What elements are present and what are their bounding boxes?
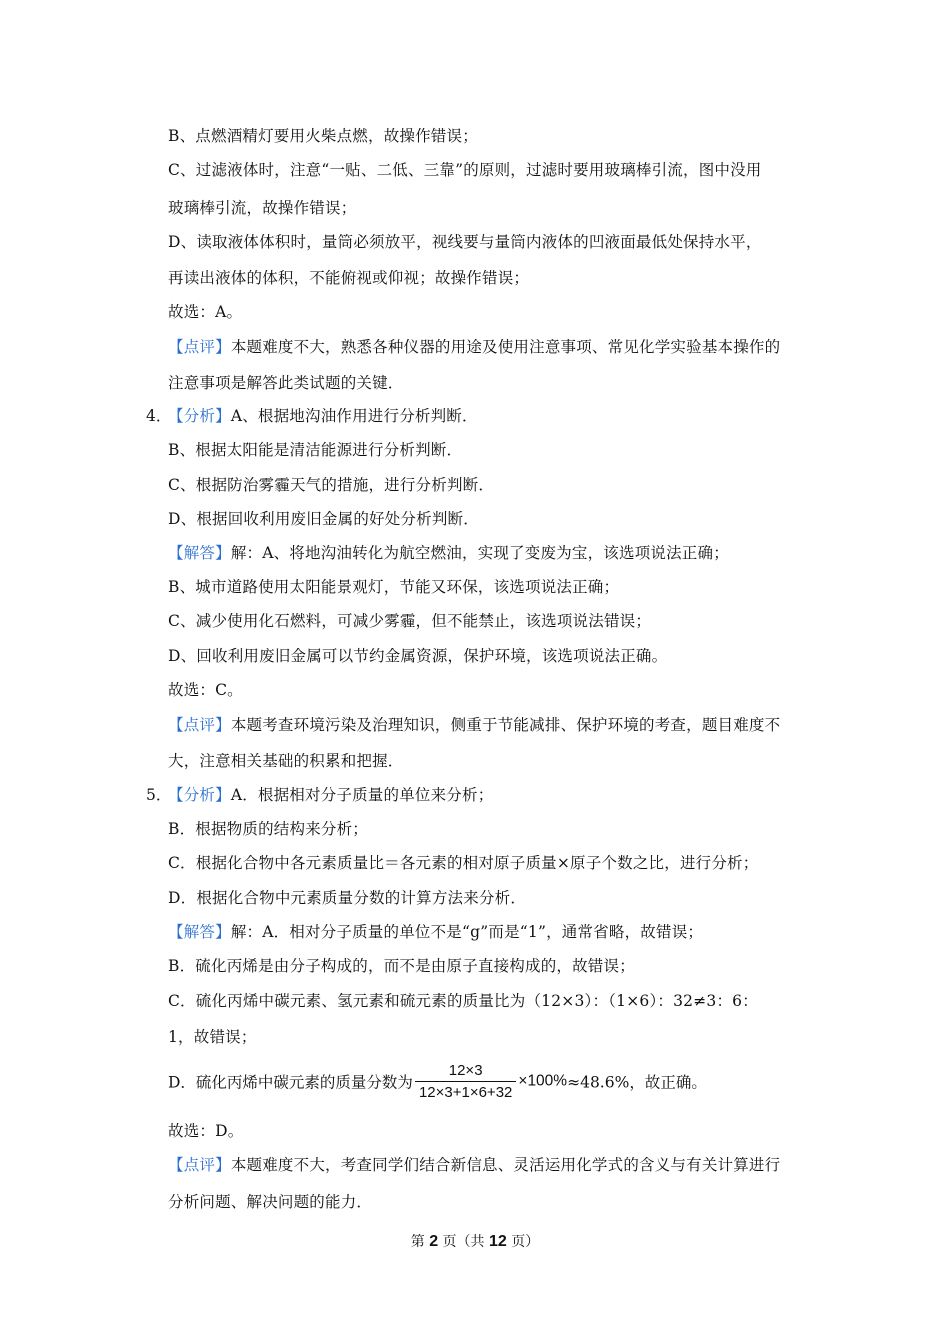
answer-tag: 【解答】	[168, 923, 231, 941]
q3-option-b: B、点燃酒精灯要用火柴点燃，故操作错误；	[168, 127, 478, 145]
times-sign: ×	[518, 1072, 528, 1090]
analysis-tag: 【分析】	[168, 407, 231, 425]
q5-analysis-d: D．根据化合物中元素质量分数的计算方法来分析．	[168, 889, 527, 907]
review-tag: 【点评】	[168, 716, 231, 734]
q3-choice: 故选：A。	[168, 303, 243, 321]
analysis-tag: 【分析】	[168, 786, 231, 804]
q5-analysis-c: C．根据化合物中各元素质量比＝各元素的相对原子质量×原子个数之比，进行分析；	[168, 854, 759, 872]
q4-answer-d: D、回收利用废旧金属可以节约金属资源，保护环境，该选项说法正确。	[168, 647, 668, 665]
q4-analysis-a: A、根据地沟油作用进行分析判断．	[230, 407, 478, 425]
q4-answer-line	[168, 543, 729, 563]
q4-answer-b: B、城市道路使用太阳能景观灯，节能又环保，该选项说法正确；	[168, 578, 620, 596]
q3-review-line2: 注意事项是解答此类试题的关键．	[168, 374, 404, 392]
q4-choice: 故选：C。	[168, 681, 243, 699]
q3-option-c-line2: 玻璃棒引流，故操作错误；	[168, 199, 357, 217]
q3-review-line1	[168, 337, 780, 357]
q5-choice: 故选：D。	[168, 1122, 244, 1140]
q5-answer-d-prefix: D．硫化丙烯中碳元素的质量分数为	[168, 1073, 413, 1092]
q4-analysis-d: D、根据回收利用废旧金属的好处分析判断．	[168, 510, 479, 528]
q3-option-d-line1: D、读取液体体积时，量筒必须放平，视线要与量筒内液体的凹液面最低处保持水平，	[168, 233, 762, 251]
footer-middle: 页（共	[438, 1234, 489, 1250]
review-tag: 【点评】	[168, 338, 231, 356]
q5-answer-c-line2: 1，故错误；	[168, 1028, 257, 1046]
q5-review-line1	[168, 1155, 780, 1175]
q4-analysis-line	[168, 406, 478, 426]
q5-answer-d-formula	[168, 1062, 707, 1108]
q5-review-line2: 分析问题、解决问题的能力．	[168, 1193, 373, 1211]
q5-answer-c-line1: C．硫化丙烯中碳元素、氢元素和硫元素的质量比为（12×3）：（1×6）：32≠3：6：	[168, 992, 758, 1010]
q5-answer-b: B．硫化丙烯是由分子构成的，而不是由原子直接构成的，故错误；	[168, 957, 635, 975]
q5-review-text: 本题难度不大，考查同学们结合新信息、灵活运用化学式的含义与有关计算进行	[230, 1156, 781, 1174]
fraction-numerator: 12×3	[415, 1062, 516, 1082]
q4-answer-c: C、减少使用化石燃料，可减少雾霾，但不能禁止，该选项说法错误；	[168, 612, 652, 630]
percent-value: 100%	[527, 1072, 568, 1090]
q5-analysis-a: A．根据相对分子质量的单位来分析；	[230, 786, 494, 804]
q5-number: 5．	[146, 786, 172, 804]
mass-fraction	[415, 1062, 516, 1101]
q4-number: 4．	[146, 407, 172, 425]
q5-analysis-line	[168, 785, 493, 805]
total-pages: 12	[489, 1233, 507, 1250]
footer-prefix: 第	[410, 1234, 430, 1250]
page-footer	[0, 1231, 950, 1251]
footer-suffix: 页）	[506, 1234, 540, 1250]
q4-analysis-c: C、根据防治雾霾天气的措施，进行分析判断．	[168, 476, 495, 494]
q4-answer-a: 解：A、将地沟油转化为航空燃油，实现了变废为宝，该选项说法正确；	[230, 544, 729, 562]
q4-analysis-b: B、根据太阳能是清洁能源进行分析判断．	[168, 441, 463, 459]
q5-analysis-b: B．根据物质的结构来分析；	[168, 820, 368, 838]
q3-review-text: 本题难度不大，熟悉各种仪器的用途及使用注意事项、常见化学实验基本操作的	[230, 338, 781, 356]
review-tag: 【点评】	[168, 1156, 231, 1174]
q5-answer-line	[168, 922, 703, 942]
q3-option-d-line2: 再读出液体的体积，不能俯视或仰视；故操作错误；	[168, 269, 530, 287]
q4-review-text: 本题考查环境污染及治理知识，侧重于节能减排、保护环境的考查，题目难度不	[230, 716, 781, 734]
q5-answer-d-suffix: ≈48.6%，故正确。	[567, 1073, 707, 1092]
q5-answer-a: 解：A．相对分子质量的单位不是“g”而是“1”，通常省略，故错误；	[230, 923, 704, 941]
answer-tag: 【解答】	[168, 544, 231, 562]
q4-review-line2: 大，注意相关基础的积累和把握．	[168, 752, 404, 770]
q4-review-line1	[168, 715, 780, 735]
q3-option-c-line1: C、过滤液体时，注意“一贴、二低、三靠”的原则，过滤时要用玻璃棒引流，图中没用	[168, 161, 762, 179]
current-page-number: 2	[429, 1233, 439, 1250]
fraction-denominator: 12×3+1×6+32	[418, 1084, 513, 1101]
